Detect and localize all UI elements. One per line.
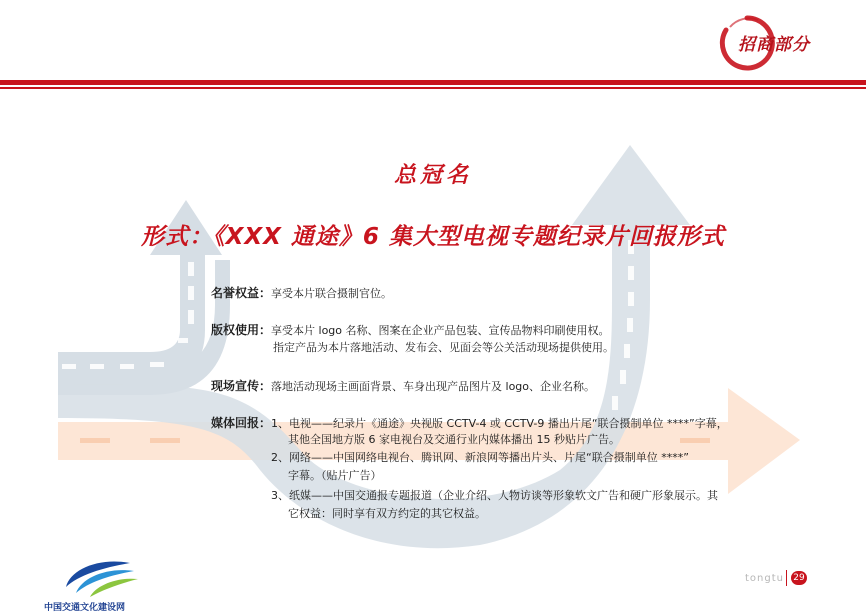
rights-text: 2、网络——中国网络电视台、腾讯网、新浪网等播出片头、片尾“联合摄制单位 ****” bbox=[271, 451, 689, 464]
page-number: 29 bbox=[791, 571, 807, 585]
rights-text: 1、电视——纪录片《通途》央视版 CCTV-4 或 CCTV-9 播出片尾“联合摄制单位 ****”字幕， bbox=[271, 417, 728, 430]
page-divider bbox=[786, 570, 787, 586]
section-subtitle: 形式：《XXX 通途》6 集大型电视专题纪录片回报形式 bbox=[141, 224, 725, 250]
rights-text: 指定产品为本片落地活动、发布会、见面会等公关活动现场提供使用。 bbox=[273, 341, 614, 354]
org-logo-icon bbox=[60, 555, 140, 599]
rights-label: 媒体回报： bbox=[211, 416, 272, 430]
section-title: 总冠名 bbox=[393, 163, 472, 188]
rights-label: 版权使用： bbox=[211, 323, 272, 337]
rights-item-onsite bbox=[211, 377, 595, 396]
rights-text: 3、纸媒——中国交通报专题报道（企业介绍、人物访谈等形象软文广告和硬广形象展示。其 bbox=[271, 489, 718, 502]
header-red-line bbox=[0, 87, 866, 89]
rights-text: 享受本片 logo 名称、图案在企业产品包装、宣传品物料印刷使用权。 bbox=[271, 324, 610, 337]
rights-label: 名誉权益： bbox=[211, 286, 272, 300]
rights-text: 落地活动现场主画面背景、车身出现产品图片及 logo、企业名称。 bbox=[271, 380, 596, 393]
brand-name: tongtu bbox=[745, 573, 784, 584]
rights-text: 享受本片联合摄制官位。 bbox=[271, 287, 393, 300]
header-red-band bbox=[0, 80, 866, 85]
rights-text: 其他全国地方版 6 家电视台及交通行业内媒体播出 15 秒贴片广告。 bbox=[288, 433, 620, 446]
rights-item-honor bbox=[211, 284, 392, 303]
rights-text: 字幕。（贴片广告） bbox=[288, 469, 382, 482]
org-name: 中国交通文化建设网 bbox=[44, 603, 126, 613]
rights-label: 现场宣传： bbox=[211, 379, 272, 393]
rights-text: 它权益：同时享有双方约定的其它权益。 bbox=[288, 507, 486, 520]
rights-item-copyright bbox=[211, 321, 610, 340]
seal-text: 招商部分 bbox=[738, 35, 810, 55]
